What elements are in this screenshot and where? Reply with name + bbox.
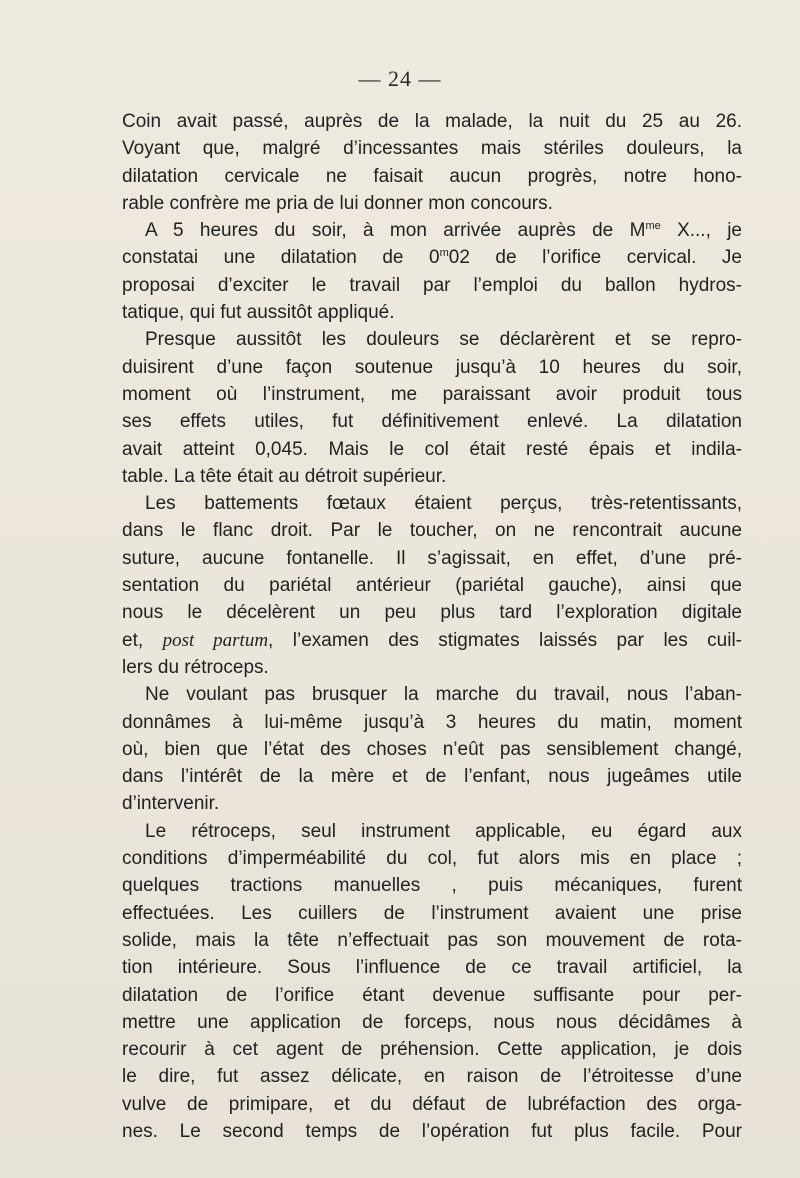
text-line: Ne voulant pas brusquer la marche du travail, nous l’aban- [145, 684, 742, 706]
text-line: nes. Le second temps de l’opération fut plus facile. Pour [122, 1120, 742, 1142]
page-number: — 24 — [358, 66, 442, 91]
text-line: conditions d’imperméabilité du col, fut alors mis en place ; [122, 848, 742, 870]
text-line: dans le flanc droit. Par le toucher, on ne rencontrait aucune [122, 520, 742, 542]
text-line: dilatation cervicale ne faisait aucun progrès, notre hono- [122, 165, 742, 187]
text-line: Coin avait passé, auprès de la malade, la nuit du 25 au 26. [122, 111, 742, 132]
text-line: donnâmes à lui-même jusqu’à 3 heures du matin, moment [122, 711, 742, 733]
text-line [122, 244, 742, 271]
text-fragment: X..., je [660, 220, 742, 242]
text-line [122, 627, 742, 654]
text-line: rable confrère me pria de lui donner mon concours. [122, 192, 553, 214]
text-line: le dire, fut assez délicate, en raison de l’étroitesse d’une [122, 1066, 742, 1088]
text-line: effectuées. Les cuillers de l’instrument avaient une prise [122, 902, 742, 924]
text-line: tatique, qui fut aussitôt appliqué. [122, 302, 395, 324]
text-line: sentation du pariétal antérieur (pariétal gauche), ainsi que [122, 575, 742, 597]
body-text [122, 108, 742, 1145]
text-line: Voyant que, malgré d’incessantes mais stériles douleurs, la [122, 138, 742, 160]
text-line: vulve de primipare, et du défaut de lubréfaction des orga- [122, 1093, 742, 1115]
text-line: suture, aucune fontanelle. Il s’agissait, en effet, d’une pré- [122, 547, 742, 569]
text-line: lers du rétroceps. [122, 656, 269, 678]
text-line: Les battements fœtaux étaient perçus, très-retentissants, [145, 493, 742, 515]
text-line: table. La tête était au détroit supérieur. [122, 465, 447, 487]
superscript: me [645, 220, 661, 233]
text-fragment: A 5 heures du soir, à mon arrivée auprès de M [145, 220, 646, 242]
text-fragment: et, [122, 629, 163, 651]
text-line: recourir à cet agent de préhension. Cette application, je dois [122, 1039, 742, 1061]
text-line: tion intérieure. Sous l’influence de ce travail artificiel, la [122, 957, 742, 979]
italic-phrase: post partum [162, 629, 269, 651]
text-line: dans l’intérêt de la mère et de l’enfant, nous jugeâmes utile [122, 766, 742, 788]
text-line: ses effets utiles, fut définitivement enlevé. La dilatation [122, 411, 742, 433]
text-line: solide, mais la tête n’effectuait pas son mouvement de rota- [122, 929, 742, 951]
text-line: proposai d’exciter le travail par l’emploi du ballon hydros- [122, 274, 742, 296]
text-line: quelques tractions manuelles , puis mécaniques, furent [122, 875, 742, 897]
text-line: Presque aussitôt les douleurs se déclarèrent et se repro- [145, 329, 742, 351]
text-line: Le rétroceps, seul instrument applicable, eu égard aux [145, 820, 742, 842]
superscript: m [439, 247, 449, 260]
text-line: dilatation de l’orifice étant devenue suffisante pour per- [122, 984, 742, 1006]
text-line: duisirent d’une façon soutenue jusqu’à 10 heures du soir, [122, 356, 742, 378]
text-line: nous le décelèrent un peu plus tard l’exploration digitale [122, 602, 742, 624]
text-line: avait atteint 0,045. Mais le col était resté épais et indila- [122, 438, 742, 460]
text-line: où, bien que l’état des choses n’eût pas sensiblement changé, [122, 738, 742, 760]
text-line: moment où l’instrument, me paraissant avoir produit tous [122, 383, 742, 405]
text-line: d’intervenir. [122, 793, 220, 815]
text-fragment: 02 de l’orifice cervical. Je [448, 247, 742, 269]
text-fragment: , l’examen des stigmates laissés par les cuil- [268, 629, 742, 651]
text-line: mettre une application de forceps, nous nous décidâmes à [122, 1011, 742, 1033]
text-fragment: constatai une dilatation de 0 [122, 247, 440, 269]
text-line [122, 217, 742, 244]
